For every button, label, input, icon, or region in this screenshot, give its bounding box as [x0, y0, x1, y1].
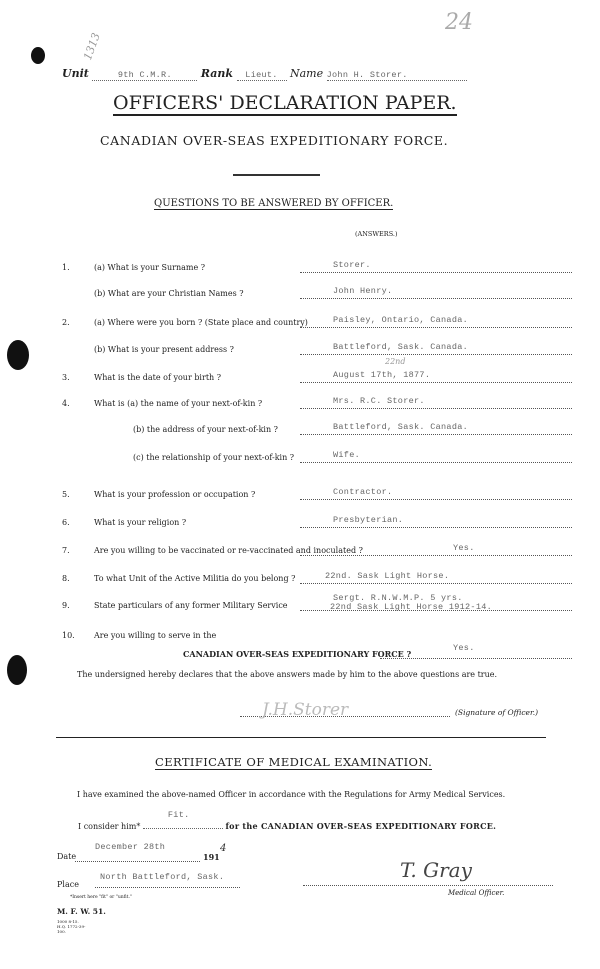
- strike-note: *Insert here "fit" or "unfit.": [70, 895, 132, 900]
- handwritten-number: 1313: [81, 31, 103, 62]
- answer-line: [300, 462, 572, 463]
- question-number: 10.: [62, 631, 75, 640]
- medical-paragraph: I have examined the above-named Officer in accordance with the Regulations for Army Medical Services.: [77, 790, 506, 799]
- answer-value: Battleford, Sask. Canada.: [333, 422, 469, 432]
- answer-line: [300, 583, 572, 584]
- answer-value: Mrs. R.C. Storer.: [333, 396, 425, 406]
- question-text: What is the date of your birth ?: [94, 373, 222, 382]
- answer-value: Paisley, Ontario, Canada.: [333, 315, 469, 325]
- answer-line: [300, 298, 572, 299]
- answer-value: Yes.: [453, 543, 475, 553]
- answer-line: [300, 272, 572, 273]
- answer-value: Contractor.: [333, 487, 393, 497]
- answer-value: 22nd. Sask Light Horse.: [325, 571, 450, 581]
- medical-heading: CERTIFICATE OF MEDICAL EXAMINATION.: [155, 755, 433, 769]
- question-text: (b) What are your Christian Names ?: [94, 289, 244, 298]
- answer-value: Sergt. R.N.W.M.P. 5 yrs.: [333, 593, 463, 603]
- question-number: 6.: [62, 518, 70, 527]
- year-suffix: 4: [220, 843, 227, 854]
- question-number: 7.: [62, 546, 70, 555]
- date-label: Date: [57, 852, 77, 861]
- unit-value: 9th C.M.R.: [92, 70, 197, 81]
- answer-line: [300, 354, 572, 355]
- answer-line: [300, 327, 572, 328]
- print-note: 1000 8-15. H.Q. 1772-39-100.: [57, 919, 86, 934]
- answers-heading: (ANSWERS.): [355, 230, 398, 238]
- birth-correction: 22nd: [385, 357, 406, 366]
- question-text: To what Unit of the Active Militia do you belong ?: [94, 574, 296, 583]
- rank-value: Lieut.: [237, 70, 287, 81]
- question-text: What is your religion ?: [94, 518, 187, 527]
- date-line: [75, 861, 200, 862]
- medical-officer-line: [303, 885, 553, 886]
- year-prefix: 191: [203, 852, 220, 862]
- medical-officer-signature: T. Gray: [400, 858, 472, 882]
- header-line: [62, 67, 467, 81]
- punch-hole: [7, 340, 29, 370]
- answer-value: Presbyterian.: [333, 515, 404, 525]
- form-number: M. F. W. 51.: [57, 907, 106, 916]
- medical-officer-label: Medical Officer.: [448, 889, 505, 897]
- question-text: Are you willing to be vaccinated or re-vaccinated and inoculated ?: [94, 546, 363, 555]
- declaration-text: The undersigned hereby declares that the above answers made by him to the above questions are true.: [77, 670, 498, 679]
- punch-hole: [7, 655, 27, 685]
- question-text: (a) Where were you born ? (State place and country): [94, 318, 308, 327]
- question-number: 8.: [62, 574, 70, 583]
- question-number: 5.: [62, 490, 70, 499]
- answer-value: Yes.: [453, 643, 475, 653]
- name-label: Name: [290, 67, 324, 80]
- questions-heading: QUESTIONS TO BE ANSWERED BY OFFICER.: [154, 198, 394, 209]
- answer-value: John Henry.: [333, 286, 393, 296]
- section-rule: [56, 737, 546, 738]
- consider-suffix: for the CANADIAN OVER-SEAS EXPEDITIONARY FORCE.: [225, 821, 497, 831]
- divider: [233, 174, 320, 176]
- question-number: 3.: [62, 373, 70, 382]
- place-label: Place: [57, 880, 79, 889]
- answer-value: Storer.: [333, 260, 371, 270]
- name-value: John H. Storer.: [327, 70, 467, 81]
- question-text: (c) the relationship of your next-of-kin ?: [133, 453, 295, 462]
- question-text: Are you willing to serve in the: [94, 631, 217, 640]
- answer-line: [300, 408, 572, 409]
- answer-value-cont: 22nd Sask Light Horse 1912-14.: [330, 602, 493, 612]
- question-number: 9.: [62, 601, 70, 610]
- answer-line: [300, 434, 572, 435]
- question-text: What is your profession or occupation ?: [94, 490, 256, 499]
- answer-line: [300, 555, 572, 556]
- place-value: North Battleford, Sask.: [100, 872, 225, 882]
- page-title: OFFICERS' DECLARATION PAPER.: [113, 92, 457, 114]
- answer-line: [380, 658, 572, 659]
- answer-line: [300, 499, 572, 500]
- handwritten-note: 24: [445, 10, 473, 35]
- consider-label: I consider him*: [78, 822, 141, 831]
- question-text: (a) What is your Surname ?: [94, 263, 206, 272]
- question-text-cont: CANADIAN OVER-SEAS EXPEDITIONARY FORCE ?: [183, 649, 412, 659]
- question-text: State particulars of any former Military Service: [94, 601, 288, 610]
- signature-label: (Signature of Officer.): [455, 708, 539, 717]
- question-text: (b) What is your present address ?: [94, 345, 234, 354]
- answer-line: [300, 382, 572, 383]
- officer-signature: J.H.Storer: [262, 700, 349, 720]
- subtitle: CANADIAN OVER-SEAS EXPEDITIONARY FORCE.: [100, 133, 449, 148]
- place-line: [95, 887, 240, 888]
- question-number: 1.: [62, 263, 70, 272]
- question-text: (b) the address of your next-of-kin ?: [133, 425, 278, 434]
- fitness-value: Fit.: [167, 810, 190, 820]
- consider-line: [78, 810, 497, 831]
- unit-label: Unit: [62, 67, 89, 80]
- question-number: 2.: [62, 318, 70, 327]
- punch-hole: [31, 47, 45, 64]
- answer-value: Wife.: [333, 450, 361, 460]
- rank-label: Rank: [200, 67, 233, 80]
- answer-value: August 17th, 1877.: [333, 370, 431, 380]
- answer-line: [300, 527, 572, 528]
- answer-value: Battleford, Sask. Canada.: [333, 342, 469, 352]
- question-text: What is (a) the name of your next-of-kin ?: [94, 399, 263, 408]
- date-value: December 28th: [95, 842, 166, 852]
- question-number: 4.: [62, 399, 70, 408]
